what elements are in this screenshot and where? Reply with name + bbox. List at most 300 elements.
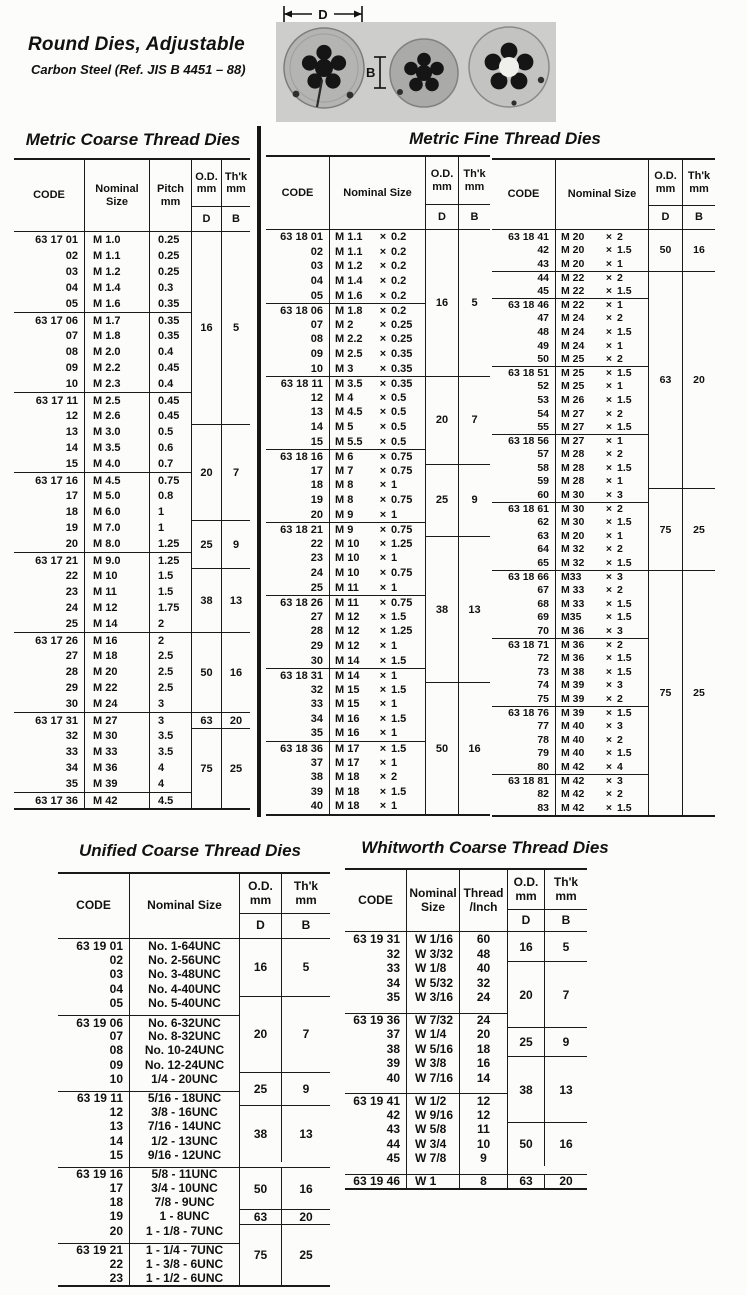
size-cell	[330, 785, 426, 800]
whitworth-title: Whitworth Coarse Thread Dies	[361, 838, 609, 857]
size-part: M 1.6	[335, 289, 363, 302]
size-cell	[330, 624, 426, 639]
size-part: M 14	[335, 669, 360, 682]
size-cell: W 7/32	[407, 1013, 460, 1028]
code-cell: 35	[345, 990, 407, 1005]
code-cell: 63	[492, 529, 556, 543]
code-cell: 27	[14, 648, 85, 664]
size-cell	[556, 339, 649, 353]
size-part: 3	[617, 720, 623, 733]
size-part: 1	[391, 508, 398, 521]
code-cell: 25	[14, 616, 85, 632]
size-cell: M 2.2	[85, 360, 150, 376]
code-cell: 23	[266, 551, 330, 566]
size-part: M 14	[335, 654, 360, 667]
header-b: B	[459, 205, 490, 230]
size-part: 1.5	[617, 801, 632, 814]
size-cell: M 12	[85, 600, 150, 616]
size-part: 1.5	[617, 393, 632, 406]
pitch-cell: 3.5	[150, 728, 192, 744]
code-cell: 13	[266, 405, 330, 420]
od-b-cell: 25	[683, 488, 715, 570]
size-part: 1.5	[617, 747, 632, 760]
size-part: 0.2	[391, 289, 407, 302]
code-cell: 09	[266, 347, 330, 362]
size-part: 1	[391, 800, 398, 813]
size-part: M 20	[561, 529, 585, 542]
code-cell: 33	[14, 744, 85, 760]
size-cell	[556, 556, 649, 570]
size-cell	[330, 245, 426, 260]
size-part: 1	[617, 339, 623, 352]
size-cell: M 9.0	[85, 552, 150, 568]
size-cell	[330, 376, 426, 391]
header-nominal-size: Nominal Size	[330, 157, 426, 230]
od-b-cell: 5	[302, 960, 310, 975]
size-cell: 1 - 3/8 - 6UNC	[130, 1257, 240, 1271]
size-cell	[330, 303, 426, 318]
pitch-cell: 3	[150, 712, 192, 728]
size-part: M 18	[335, 800, 360, 813]
code-cell: 65	[492, 556, 556, 570]
size-cell: M 20	[85, 664, 150, 680]
size-cell: 3/4 - 10UNC	[130, 1181, 240, 1195]
pitch-cell: 1	[150, 504, 192, 520]
size-part: M 42	[561, 788, 585, 801]
code-cell: 13	[58, 1119, 130, 1133]
size-cell	[330, 259, 426, 274]
od-b-cell: 13	[282, 1105, 330, 1162]
size-part: 0.25	[391, 318, 413, 331]
size-cell	[330, 347, 426, 362]
size-part: M 36	[561, 625, 585, 638]
size-part: M 11	[335, 581, 359, 594]
code-cell: 19	[58, 1209, 130, 1223]
size-cell: No. 5-40UNC	[130, 996, 240, 1010]
size-part: 1	[391, 479, 398, 492]
size-cell: 5/8 - 11UNC	[130, 1167, 240, 1181]
pitch-cell: 0.45	[150, 360, 192, 376]
whitworth-table	[345, 868, 587, 1190]
size-cell	[556, 583, 649, 597]
tpi-cell: 48	[460, 947, 508, 962]
tpi-cell: 12	[460, 1108, 508, 1123]
code-cell: 47	[492, 312, 556, 326]
size-part: 1	[391, 698, 398, 711]
size-part: M 1.1	[335, 231, 363, 244]
size-part: 2	[617, 353, 623, 366]
size-part: ×	[379, 435, 387, 448]
size-part: M 15	[335, 683, 360, 696]
od-d-cell: 38	[508, 1056, 545, 1122]
size-part: ×	[605, 707, 613, 720]
size-part: 3	[617, 571, 623, 584]
size-cell	[556, 706, 649, 720]
spacer-cell	[460, 1085, 508, 1093]
size-part: M33	[561, 571, 582, 584]
pitch-cell: 0.35	[150, 296, 192, 312]
size-part: M 4.5	[335, 406, 363, 419]
size-part: 0.35	[391, 348, 413, 361]
code-cell: 38	[266, 770, 330, 785]
size-part: 1.5	[617, 611, 632, 624]
code-cell: 08	[266, 332, 330, 347]
size-part: M 8	[335, 479, 354, 492]
size-part: M 27	[561, 407, 585, 420]
header-od: O.D. mm	[240, 874, 282, 914]
size-part: 1	[617, 475, 623, 488]
code-cell: 07	[266, 318, 330, 333]
size-part: 1.5	[391, 654, 407, 667]
size-cell	[556, 352, 649, 366]
size-part: M 30	[561, 516, 585, 529]
size-part: M 27	[561, 435, 585, 448]
od-b-cell: 5	[232, 322, 240, 334]
size-cell	[556, 393, 649, 407]
code-cell: 63 17 01	[14, 232, 85, 248]
code-cell: 63 18 36	[266, 741, 330, 756]
size-cell	[556, 448, 649, 462]
size-part: 1	[617, 380, 623, 393]
tpi-cell: 12	[460, 1093, 508, 1108]
code-cell: 14	[14, 440, 85, 456]
size-cell: 1 - 1/2 - 6UNC	[130, 1271, 240, 1285]
size-part: ×	[605, 435, 613, 448]
size-part: 2	[617, 788, 623, 801]
header-od: O.D. mm	[192, 160, 222, 207]
size-part: M 9	[335, 508, 354, 521]
size-cell	[556, 529, 649, 543]
code-cell: 63 18 81	[492, 774, 556, 788]
code-cell: 10	[58, 1072, 130, 1086]
size-part: M 33	[561, 584, 585, 597]
header-od: O.D. mm	[508, 870, 545, 910]
od-d-cell: 20	[192, 424, 222, 520]
header-tpi: Thread /Inch	[460, 870, 508, 932]
size-part: M 6	[335, 450, 354, 463]
code-cell: 35	[266, 726, 330, 741]
size-part: 2	[617, 692, 623, 705]
od-d-cell: 38	[426, 536, 459, 682]
code-cell: 19	[14, 520, 85, 536]
od-d-cell: 50	[240, 1167, 282, 1210]
die-photo-3	[469, 27, 549, 107]
od-d-cell: 16	[508, 932, 545, 961]
size-part: 1.5	[391, 712, 407, 725]
size-cell	[330, 522, 426, 537]
pitch-cell: 1	[150, 520, 192, 536]
code-cell: 32	[345, 947, 407, 962]
code-cell: 63 19 21	[58, 1243, 130, 1257]
code-cell: 14	[58, 1133, 130, 1147]
code-cell: 39	[345, 1056, 407, 1071]
size-part: 1.5	[617, 244, 632, 257]
size-part: M 28	[561, 448, 585, 461]
size-part: M 26	[561, 393, 585, 406]
size-part: M 22	[561, 285, 585, 298]
size-part: ×	[379, 333, 387, 346]
size-part: ×	[379, 683, 387, 696]
code-cell: 18	[58, 1195, 130, 1209]
code-cell: 09	[58, 1058, 130, 1072]
code-cell: 54	[492, 407, 556, 421]
code-cell: 63 18 31	[266, 668, 330, 683]
pitch-cell: 0.5	[150, 424, 192, 440]
size-part: 2	[617, 448, 623, 461]
code-cell: 63 17 06	[14, 312, 85, 328]
size-part: 2	[617, 407, 623, 420]
size-part: 3	[617, 489, 623, 502]
size-part: ×	[605, 475, 613, 488]
code-cell: 34	[345, 976, 407, 991]
od-d-cell: 63	[192, 712, 222, 728]
code-cell: 69	[492, 611, 556, 625]
code-cell: 82	[492, 787, 556, 801]
size-cell: No. 2-56UNC	[130, 953, 240, 967]
od-d-cell: 16	[240, 939, 282, 996]
header-d: D	[240, 914, 282, 939]
size-part: M 39	[561, 707, 585, 720]
code-cell: 35	[14, 776, 85, 792]
pitch-cell: 0.25	[150, 232, 192, 248]
size-part: M 22	[561, 272, 585, 285]
header-nominal-size: Nominal Size	[556, 160, 649, 230]
size-part: M 27	[561, 421, 585, 434]
size-part: ×	[379, 669, 387, 682]
header-thk: Th'k mm	[683, 160, 715, 206]
size-part: 1.5	[617, 557, 632, 570]
od-b-cell: 20	[282, 1209, 330, 1223]
die-photos	[262, 0, 747, 128]
od-d-cell: 16	[426, 230, 459, 376]
size-cell	[556, 774, 649, 788]
dimension-b-label: B	[366, 65, 376, 80]
header-od: O.D. mm	[649, 160, 683, 206]
code-cell: 58	[492, 461, 556, 475]
metric-fine-right-table	[492, 158, 715, 817]
code-cell: 12	[58, 1105, 130, 1119]
size-part: 0.5	[391, 406, 407, 419]
code-cell: 15	[14, 456, 85, 472]
size-part: 3	[617, 625, 623, 638]
size-cell: No. 6-32UNC	[130, 1015, 240, 1029]
size-part: ×	[379, 391, 387, 404]
size-part: ×	[605, 692, 613, 705]
size-part: ×	[379, 566, 387, 579]
code-cell: 44	[492, 271, 556, 285]
code-cell: 12	[14, 408, 85, 424]
size-part: M 12	[335, 639, 360, 652]
header-b: B	[282, 914, 330, 939]
pitch-cell: 1.5	[150, 568, 192, 584]
od-b-cell: 9	[545, 1027, 587, 1056]
size-part: ×	[605, 788, 613, 801]
pitch-cell: 3.5	[150, 744, 192, 760]
header-b: B	[545, 910, 587, 932]
size-cell	[556, 284, 649, 298]
size-cell: 1 - 1/4 - 7UNC	[130, 1243, 240, 1257]
code-cell: 83	[492, 801, 556, 815]
od-d-cell: 50	[508, 1122, 545, 1166]
pitch-cell: 1.25	[150, 552, 192, 568]
size-part: 1	[391, 581, 398, 594]
pitch-cell: 2	[150, 616, 192, 632]
code-cell: 77	[492, 719, 556, 733]
pitch-cell: 4	[150, 776, 192, 792]
size-part: ×	[379, 289, 387, 302]
size-part: 0.75	[391, 493, 413, 506]
size-part: M 5	[335, 421, 354, 434]
size-cell: No. 4-40UNC	[130, 982, 240, 996]
header-thk: Th'k mm	[545, 870, 587, 910]
pitch-cell: 0.4	[150, 376, 192, 392]
code-cell: 03	[58, 967, 130, 981]
size-part: ×	[379, 785, 387, 798]
size-cell	[330, 741, 426, 756]
size-part: 1	[391, 639, 398, 652]
size-part: M 24	[561, 325, 585, 338]
pitch-cell: 3	[150, 696, 192, 712]
page-title: Round Dies, Adjustable	[28, 34, 245, 55]
code-cell: 80	[492, 760, 556, 774]
code-cell: 28	[14, 664, 85, 680]
size-cell	[556, 597, 649, 611]
tpi-cell: 9	[460, 1151, 508, 1166]
size-cell	[330, 668, 426, 683]
od-b-cell: 9	[282, 1072, 330, 1105]
size-cell	[330, 420, 426, 435]
size-cell	[556, 298, 649, 312]
size-part: ×	[379, 800, 387, 813]
size-part: M 40	[561, 747, 585, 760]
od-d-cell: 63	[508, 1174, 545, 1189]
size-cell: M 18	[85, 648, 150, 664]
size-cell	[330, 318, 426, 333]
code-cell: 42	[345, 1108, 407, 1123]
size-cell: M 8.0	[85, 536, 150, 552]
size-part: M 38	[561, 665, 585, 678]
code-cell: 63 19 01	[58, 939, 130, 953]
size-part: ×	[605, 448, 613, 461]
size-part: ×	[605, 325, 613, 338]
code-cell: 63 18 61	[492, 502, 556, 516]
size-part: ×	[605, 353, 613, 366]
pitch-cell: 0.35	[150, 312, 192, 328]
od-b-cell: 16	[693, 244, 705, 257]
size-cell	[330, 799, 426, 814]
section-divider	[257, 126, 261, 817]
size-cell: W 5/32	[407, 976, 460, 991]
pitch-cell: 0.4	[150, 344, 192, 360]
size-part: M 42	[561, 760, 585, 773]
code-cell: 50	[492, 352, 556, 366]
code-cell: 63 18 16	[266, 449, 330, 464]
code-cell: 55	[492, 420, 556, 434]
code-cell: 63 17 16	[14, 472, 85, 488]
header-b: B	[683, 206, 715, 230]
size-part: ×	[605, 720, 613, 733]
size-cell	[330, 434, 426, 449]
code-cell: 63 19 46	[345, 1174, 407, 1189]
size-part: 1	[617, 529, 623, 542]
size-part: ×	[379, 552, 387, 565]
pitch-cell: 0.6	[150, 440, 192, 456]
tpi-cell: 40	[460, 961, 508, 976]
size-part: ×	[379, 318, 387, 331]
size-part: 0.75	[391, 596, 413, 609]
size-cell: M 2.6	[85, 408, 150, 424]
size-cell	[330, 712, 426, 727]
size-cell: W 3/4	[407, 1137, 460, 1152]
code-cell: 45	[345, 1151, 407, 1166]
size-part: 1.5	[617, 665, 632, 678]
size-part: M 20	[561, 244, 585, 257]
size-cell	[556, 515, 649, 529]
header-nominal-size: Nominal Size	[407, 870, 460, 932]
spacer-cell	[345, 1166, 407, 1174]
size-cell	[556, 692, 649, 706]
size-part: ×	[605, 733, 613, 746]
size-part: ×	[379, 231, 387, 244]
size-cell	[330, 726, 426, 741]
size-part: 4	[617, 760, 623, 773]
size-part: 1.5	[391, 785, 407, 798]
od-d-cell: 20	[508, 961, 545, 1027]
size-cell	[556, 733, 649, 747]
size-part: ×	[605, 272, 613, 285]
size-part: 1.5	[391, 742, 407, 755]
size-cell: W 3/32	[407, 947, 460, 962]
size-part: ×	[379, 712, 387, 725]
header-d: D	[649, 206, 683, 230]
size-cell	[330, 755, 426, 770]
pitch-cell: 1.25	[150, 536, 192, 552]
size-part: ×	[605, 529, 613, 542]
size-part: 1.5	[617, 421, 632, 434]
code-cell: 45	[492, 284, 556, 298]
size-part: 2	[617, 312, 623, 325]
code-cell: 39	[266, 785, 330, 800]
size-part: M 30	[561, 489, 585, 502]
size-cell: M 16	[85, 632, 150, 648]
size-part: 1	[391, 756, 398, 769]
size-cell	[556, 651, 649, 665]
size-part: ×	[605, 775, 613, 788]
code-cell: 22	[14, 568, 85, 584]
size-part: M 17	[335, 756, 360, 769]
code-cell: 12	[266, 391, 330, 406]
size-part: 2	[617, 733, 623, 746]
spacer-cell	[460, 1005, 508, 1013]
od-b-cell: 9	[459, 464, 490, 537]
code-cell: 08	[14, 344, 85, 360]
code-cell: 63 17 11	[14, 392, 85, 408]
od-b-cell: 5	[471, 296, 478, 309]
size-part: M 25	[561, 380, 585, 393]
size-cell	[556, 665, 649, 679]
code-cell: 08	[58, 1043, 130, 1057]
pitch-cell: 2.5	[150, 664, 192, 680]
size-part: M 12	[335, 610, 360, 623]
size-cell: W 5/8	[407, 1122, 460, 1137]
pitch-cell: 0.45	[150, 408, 192, 424]
size-part: ×	[605, 747, 613, 760]
code-cell: 24	[266, 566, 330, 581]
size-part: M 40	[561, 720, 585, 733]
code-cell: 19	[266, 493, 330, 508]
size-part: 1.25	[391, 625, 413, 638]
size-cell: M 3.5	[85, 440, 150, 456]
